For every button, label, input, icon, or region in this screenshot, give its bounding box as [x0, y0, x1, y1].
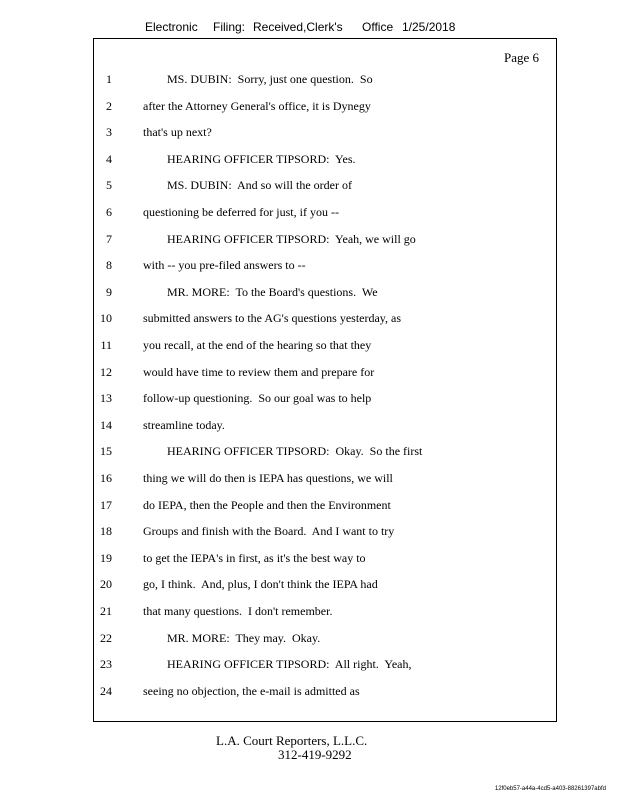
- line-text: MR. MORE: To the Board's questions. We: [167, 285, 378, 299]
- line-text: after the Attorney General's office, it is Dynegy: [143, 99, 371, 113]
- page-number: Page 6: [503, 50, 539, 65]
- transcript-line: [0, 258, 618, 278]
- transcript-line: [0, 631, 618, 651]
- line-text: seeing no objection, the e-mail is admitted as: [143, 684, 360, 698]
- line-number: 12: [100, 365, 112, 379]
- line-text: that many questions. I don't remember.: [143, 604, 333, 618]
- court-reporter-phone: 312-419-9292: [278, 747, 352, 762]
- line-number: 17: [100, 498, 112, 512]
- transcript-line: [0, 99, 618, 119]
- line-text: go, I think. And, plus, I don't think the IEPA had: [143, 577, 378, 591]
- transcript-line: [0, 338, 618, 358]
- electronic-filing-stamp: [0, 20, 618, 38]
- transcript-line: [0, 418, 618, 438]
- line-number: 13: [100, 391, 112, 405]
- line-text: submitted answers to the AG's questions yesterday, as: [143, 311, 402, 325]
- stamp-office: Office: [362, 20, 394, 34]
- line-text: HEARING OFFICER TIPSORD: All right. Yeah,: [167, 657, 412, 671]
- line-number: 19: [100, 551, 112, 565]
- stamp-filing: Filing:: [213, 20, 246, 34]
- line-text: would have time to review them and prepare for: [143, 365, 375, 379]
- line-text: HEARING OFFICER TIPSORD: Okay. So the first: [167, 444, 423, 458]
- line-number: 6: [106, 205, 112, 219]
- line-text: MR. MORE: They may. Okay.: [167, 631, 321, 645]
- line-text: to get the IEPA's in first, as it's the best way to: [143, 551, 366, 565]
- transcript-line: [0, 178, 618, 198]
- stamp-received: Received,Clerk's: [253, 20, 343, 34]
- line-number: 2: [106, 99, 112, 113]
- transcript-line: [0, 657, 618, 677]
- line-text: HEARING OFFICER TIPSORD: Yeah, we will go: [167, 232, 416, 246]
- transcript-line: [0, 285, 618, 305]
- line-text: with -- you pre-filed answers to --: [143, 258, 306, 272]
- line-number: 11: [100, 338, 112, 352]
- transcript-line: [0, 498, 618, 518]
- line-text: you recall, at the end of the hearing so that they: [143, 338, 372, 352]
- line-text: HEARING OFFICER TIPSORD: Yes.: [167, 152, 356, 166]
- line-text: streamline today.: [143, 418, 225, 432]
- stamp-date: 1/25/2018: [402, 20, 456, 34]
- stamp-electronic: Electronic: [145, 20, 198, 34]
- line-number: 18: [100, 524, 112, 538]
- line-number: 20: [100, 577, 112, 591]
- line-text: that's up next?: [143, 125, 212, 139]
- transcript-line: [0, 524, 618, 544]
- transcript-line: [0, 311, 618, 331]
- transcript-line: [0, 444, 618, 464]
- line-number: 15: [100, 444, 112, 458]
- line-number: 8: [106, 258, 112, 272]
- transcript-line: [0, 391, 618, 411]
- transcript-line: [0, 577, 618, 597]
- transcript-line: [0, 232, 618, 252]
- line-number: 3: [106, 125, 112, 139]
- line-number: 10: [100, 311, 112, 325]
- transcript-line: [0, 152, 618, 172]
- transcript-line: [0, 471, 618, 491]
- transcript-line: [0, 684, 618, 704]
- transcript-line: [0, 125, 618, 145]
- line-number: 21: [100, 604, 112, 618]
- court-reporter-name: L.A. Court Reporters, L.L.C.: [216, 733, 368, 748]
- line-number: 4: [106, 152, 112, 166]
- document-id: 12f0eb57-a44a-4cd5-a403-88261397abfd: [494, 786, 606, 792]
- line-number: 14: [100, 418, 112, 432]
- line-number: 22: [100, 631, 112, 645]
- line-number: 16: [100, 471, 112, 485]
- line-number: 23: [100, 657, 112, 671]
- line-number: 7: [106, 232, 112, 246]
- line-number: 9: [106, 285, 112, 299]
- line-text: thing we will do then is IEPA has questions, we will: [143, 471, 393, 485]
- line-text: do IEPA, then the People and then the Environment: [143, 498, 391, 512]
- transcript-line: [0, 604, 618, 624]
- line-number: 5: [106, 178, 112, 192]
- line-text: questioning be deferred for just, if you --: [143, 205, 339, 219]
- line-text: MS. DUBIN: Sorry, just one question. So: [167, 72, 373, 86]
- transcript-line: [0, 205, 618, 225]
- line-number: 1: [106, 72, 112, 86]
- line-number: 24: [100, 684, 112, 698]
- line-text: Groups and finish with the Board. And I want to try: [143, 524, 395, 538]
- line-text: MS. DUBIN: And so will the order of: [167, 178, 352, 192]
- transcript-line: [0, 72, 618, 92]
- transcript-line: [0, 365, 618, 385]
- line-text: follow-up questioning. So our goal was to help: [143, 391, 372, 405]
- transcript-line: [0, 551, 618, 571]
